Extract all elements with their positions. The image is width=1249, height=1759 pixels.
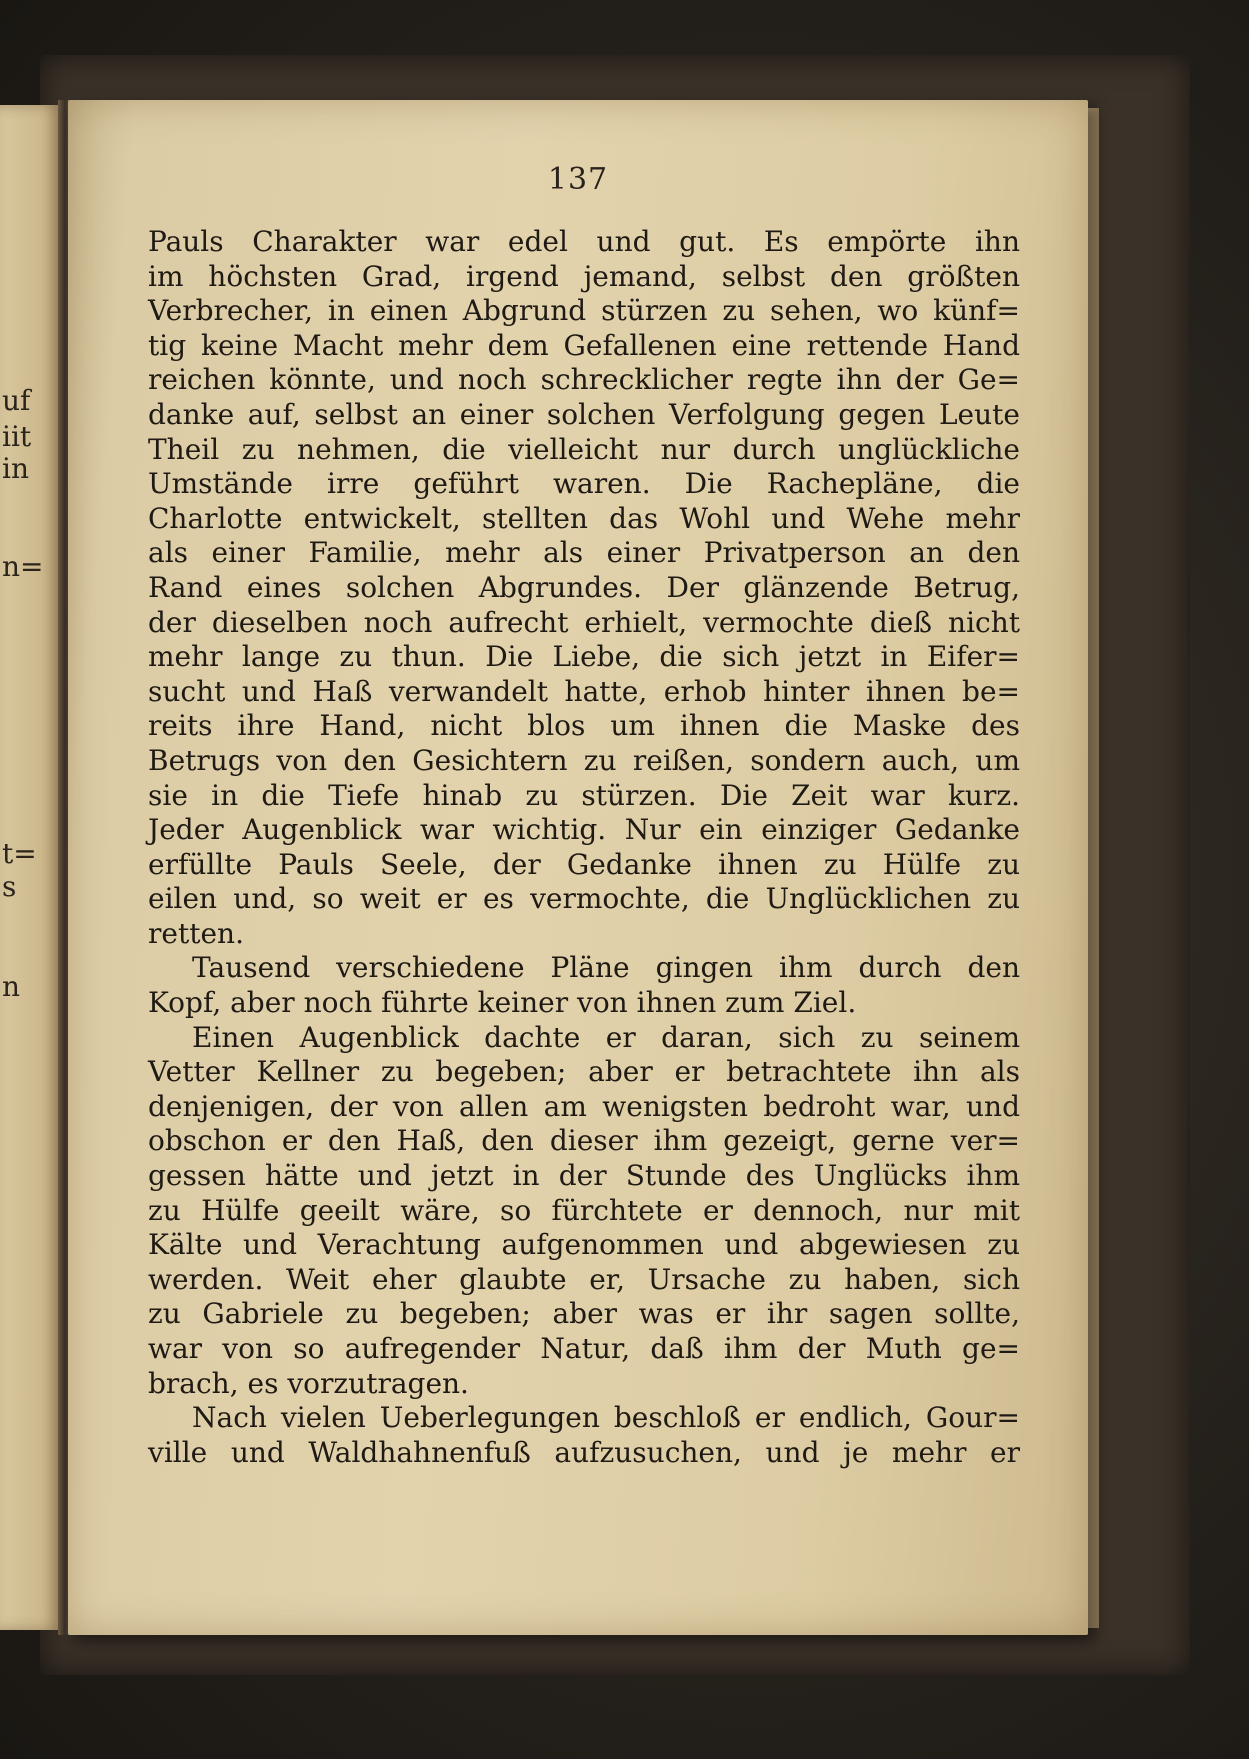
text-line: eilen und, so weit er es vermochte, die Unglücklichen zu — [148, 882, 1020, 916]
text-line: Umstände irre geführt waren. Die Racheplänе, die — [148, 467, 1020, 501]
left-page-fragment: t= — [2, 837, 37, 870]
text-line: zu Gabriele zu begeben; aber was er ihr sagen sollte, — [148, 1297, 1020, 1331]
text-line: brach, es vorzutragen. — [148, 1366, 469, 1400]
text-line: denjenigen, der von allen am wenigsten bedroht war, und — [148, 1089, 1020, 1123]
book-page — [68, 100, 1088, 1635]
text-line: Kopf, aber noch führte keiner von ihnen zum Ziel. — [148, 986, 857, 1020]
text-line: mehr lange zu thun. Die Liebe, die sich jetzt in Eifer= — [148, 640, 1020, 674]
left-page-fragment: n= — [2, 550, 44, 583]
text-line: ville und Waldhahnenfuß aufzusuchen, und je mehr er — [148, 1435, 1020, 1469]
text-line: Rand eines solchen Abgrundes. Der glänzende Betrug, — [148, 570, 1020, 604]
text-line: werden. Weit eher glaubte er, Ursache zu haben, sich — [148, 1262, 1020, 1296]
text-line: retten. — [148, 916, 244, 950]
text-line: reits ihre Hand, nicht blos um ihnen die Maske des — [148, 709, 1020, 743]
text-line: als einer Familie, mehr als einer Privatperson an den — [148, 536, 1020, 570]
text-line: obschon er den Haß, den dieser ihm gezeigt, gerne ver= — [148, 1124, 1020, 1158]
text-line: Theil zu nehmen, die vielleicht nur durch unglückliche — [148, 432, 1020, 466]
text-line: der dieselben noch aufrecht erhielt, vermochte dieß nicht — [148, 605, 1020, 639]
text-line: tig keine Macht mehr dem Gefallenen eine rettende Hand — [148, 328, 1020, 362]
page-text — [148, 225, 1020, 1470]
text-line: sie in die Tiefe hinab zu stürzen. Die Zeit war kurz. — [148, 778, 1020, 812]
left-page-fragment: s — [2, 870, 17, 903]
text-line: erfüllte Pauls Seele, der Gedanke ihnen zu Hülfe zu — [148, 847, 1020, 881]
text-line: Nach vielen Ueberlegungen beschloß er endlich, Gour= — [192, 1401, 1020, 1435]
left-page-fragment: iit — [2, 420, 32, 453]
text-line: Verbrecher, in einen Abgrund stürzen zu sehen, wo künf= — [148, 294, 1020, 328]
text-line: reichen könnte, und noch schrecklicher regte ihn der Ge= — [148, 363, 1020, 397]
text-line: Jeder Augenblick war wichtig. Nur ein einziger Gedanke — [148, 813, 1020, 847]
text-line: zu Hülfe geeilt wäre, so fürchtete er dennoch, nur mit — [148, 1193, 1020, 1227]
text-line: Charlotte entwickelt, stellten das Wohl und Wehe mehr — [148, 501, 1020, 535]
text-line: im höchsten Grad, irgend jemand, selbst den größten — [148, 259, 1020, 293]
left-page-fragment: in — [2, 452, 29, 485]
text-line: gessen hätte und jetzt in der Stunde des Unglücks ihm — [148, 1159, 1020, 1193]
page-number: 137 — [547, 162, 609, 197]
left-page-fragment: n — [2, 970, 21, 1003]
text-line: war von so aufregender Natur, daß ihm der Muth ge= — [148, 1332, 1020, 1365]
text-line: Pauls Charakter war edel und gut. Es empörte ihn — [148, 225, 1020, 258]
text-line: Einen Augenblick dachte er daran, sich zu seinem — [192, 1020, 1020, 1054]
text-line: Betrugs von den Gesichtern zu reißen, sondern auch, um — [148, 743, 1020, 777]
text-line: Tausend verschiedene Pläne gingen ihm durch den — [192, 951, 1020, 985]
left-page-edge — [0, 105, 62, 1630]
text-line: Kälte und Verachtung aufgenommen und abgewiesen zu — [148, 1228, 1020, 1262]
text-line: Vetter Kellner zu begeben; aber er betrachtete ihn als — [148, 1055, 1020, 1089]
text-line: sucht und Haß verwandelt hatte, erhob hinter ihnen be= — [148, 674, 1020, 708]
text-line: danke auf, selbst an einer solchen Verfolgung gegen Leute — [148, 397, 1020, 431]
left-page-fragment: uf — [2, 384, 31, 417]
